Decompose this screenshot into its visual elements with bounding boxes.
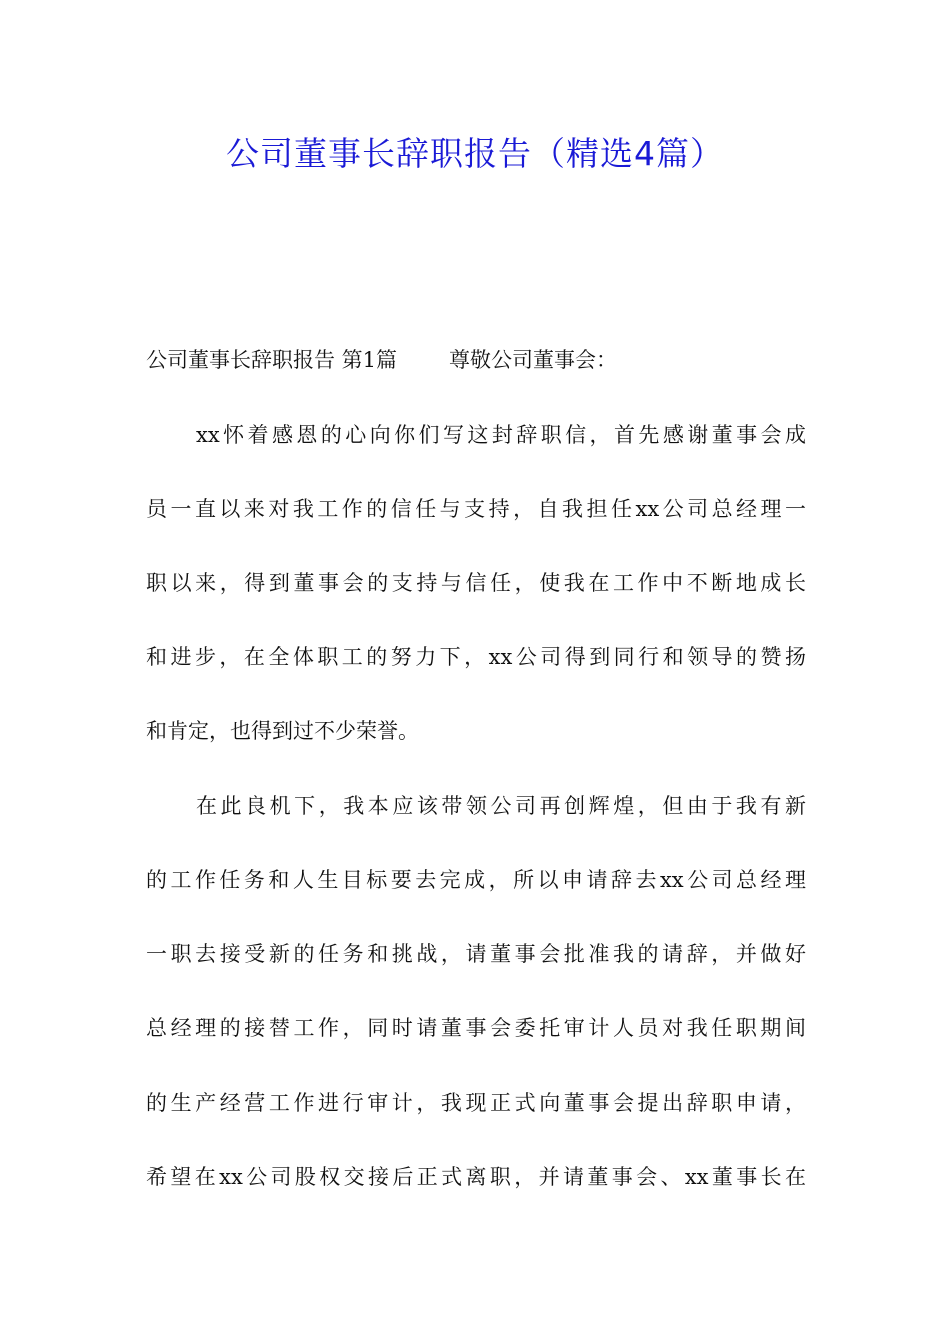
paragraph-2-line-6: 希望在xx公司股权交接后正式离职，并请董事会、xx董事长在 xyxy=(146,1165,806,1189)
paragraph-2-line-1: 在此良机下，我本应该带领公司再创辉煌，但由于我有新 xyxy=(196,794,806,818)
section-title: 公司董事长辞职报告 第1篇 xyxy=(146,348,398,372)
paragraph-2-line-2: 的工作任务和人生目标要去完成，所以申请辞去xx公司总经理 xyxy=(146,868,806,892)
paragraph-1-line-4: 和进步，在全体职工的努力下，xx公司得到同行和领导的赞扬 xyxy=(146,645,806,669)
paragraph-1-line-5: 和肯定，也得到过不少荣誉。 xyxy=(146,719,419,743)
paragraph-1-line-1: xx怀着感恩的心向你们写这封辞职信，首先感谢董事会成 xyxy=(196,423,806,447)
document-title: 公司董事长辞职报告（精选4篇） xyxy=(226,134,724,173)
header-line xyxy=(146,345,806,375)
paragraph-1-line-2: 员一直以来对我工作的信任与支持，自我担任xx公司总经理一 xyxy=(146,497,806,521)
paragraph-2-line-4: 总经理的接替工作，同时请董事会委托审计人员对我任职期间 xyxy=(146,1016,806,1040)
paragraph-2-line-5: 的生产经营工作进行审计，我现正式向董事会提出辞职申请， xyxy=(146,1091,806,1115)
paragraph-2-line-3: 一职去接受新的任务和挑战，请董事会批准我的请辞，并做好 xyxy=(146,942,806,966)
paragraph-1-line-3: 职以来，得到董事会的支持与信任，使我在工作中不断地成长 xyxy=(146,571,806,595)
salutation: 尊敬公司董事会： xyxy=(449,348,618,372)
